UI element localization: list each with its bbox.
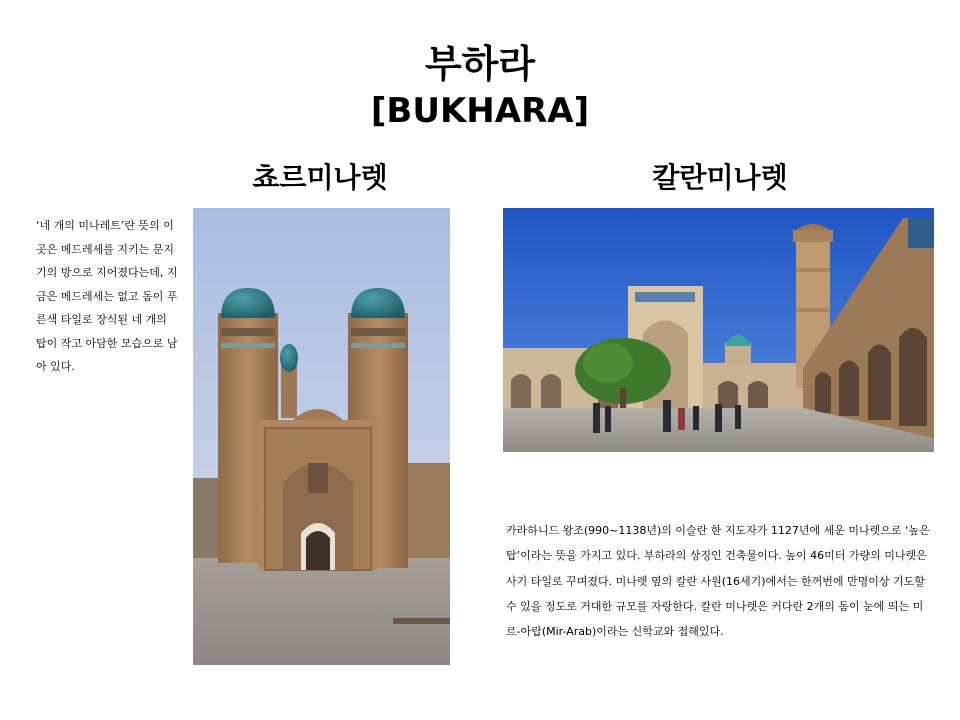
left-description: ‘네 개의 미나레트’란 뜻의 이곳은 메드레세를 지키는 문지기의 방으로 지어졌다는데, 지금은 메드레세는 없고 돔이 푸른색 타일로 장식된 네 개의 탑이 작고 아담한 모습으로 남아 있다. bbox=[36, 219, 178, 373]
right-heading: 칼란미나렛 bbox=[652, 161, 788, 194]
chor-minor-photo bbox=[193, 208, 450, 665]
kalan-minaret-photo bbox=[503, 208, 934, 452]
slide-subtitle: [BUKHARA] bbox=[370, 91, 590, 131]
left-heading: 쵸르미나렛 bbox=[252, 161, 388, 194]
right-description: 카라하니드 왕조(990~1138년)의 이슬란 한 지도자가 1127년에 세운 미나렛으로 ‘높은 탑’이라는 뜻을 가지고 있다. 부하라의 상징인 건축물이다. 높이 46미터 가량의 미나렛은 사기 타일로 꾸며졌다. 미나렛 옆의 칼란 사원(16세기)에서는 한꺼번에 만명이상 기도할 수 있을 정도로 거대한 규모를 자랑한다. 칼란 미나렛은 커다란 2개의 돔이 눈에 띄는 미르-아랍(Mir-Arab)이라는 신학교와 접해있다. bbox=[506, 524, 930, 639]
slide-title: 부하라 bbox=[424, 42, 536, 86]
